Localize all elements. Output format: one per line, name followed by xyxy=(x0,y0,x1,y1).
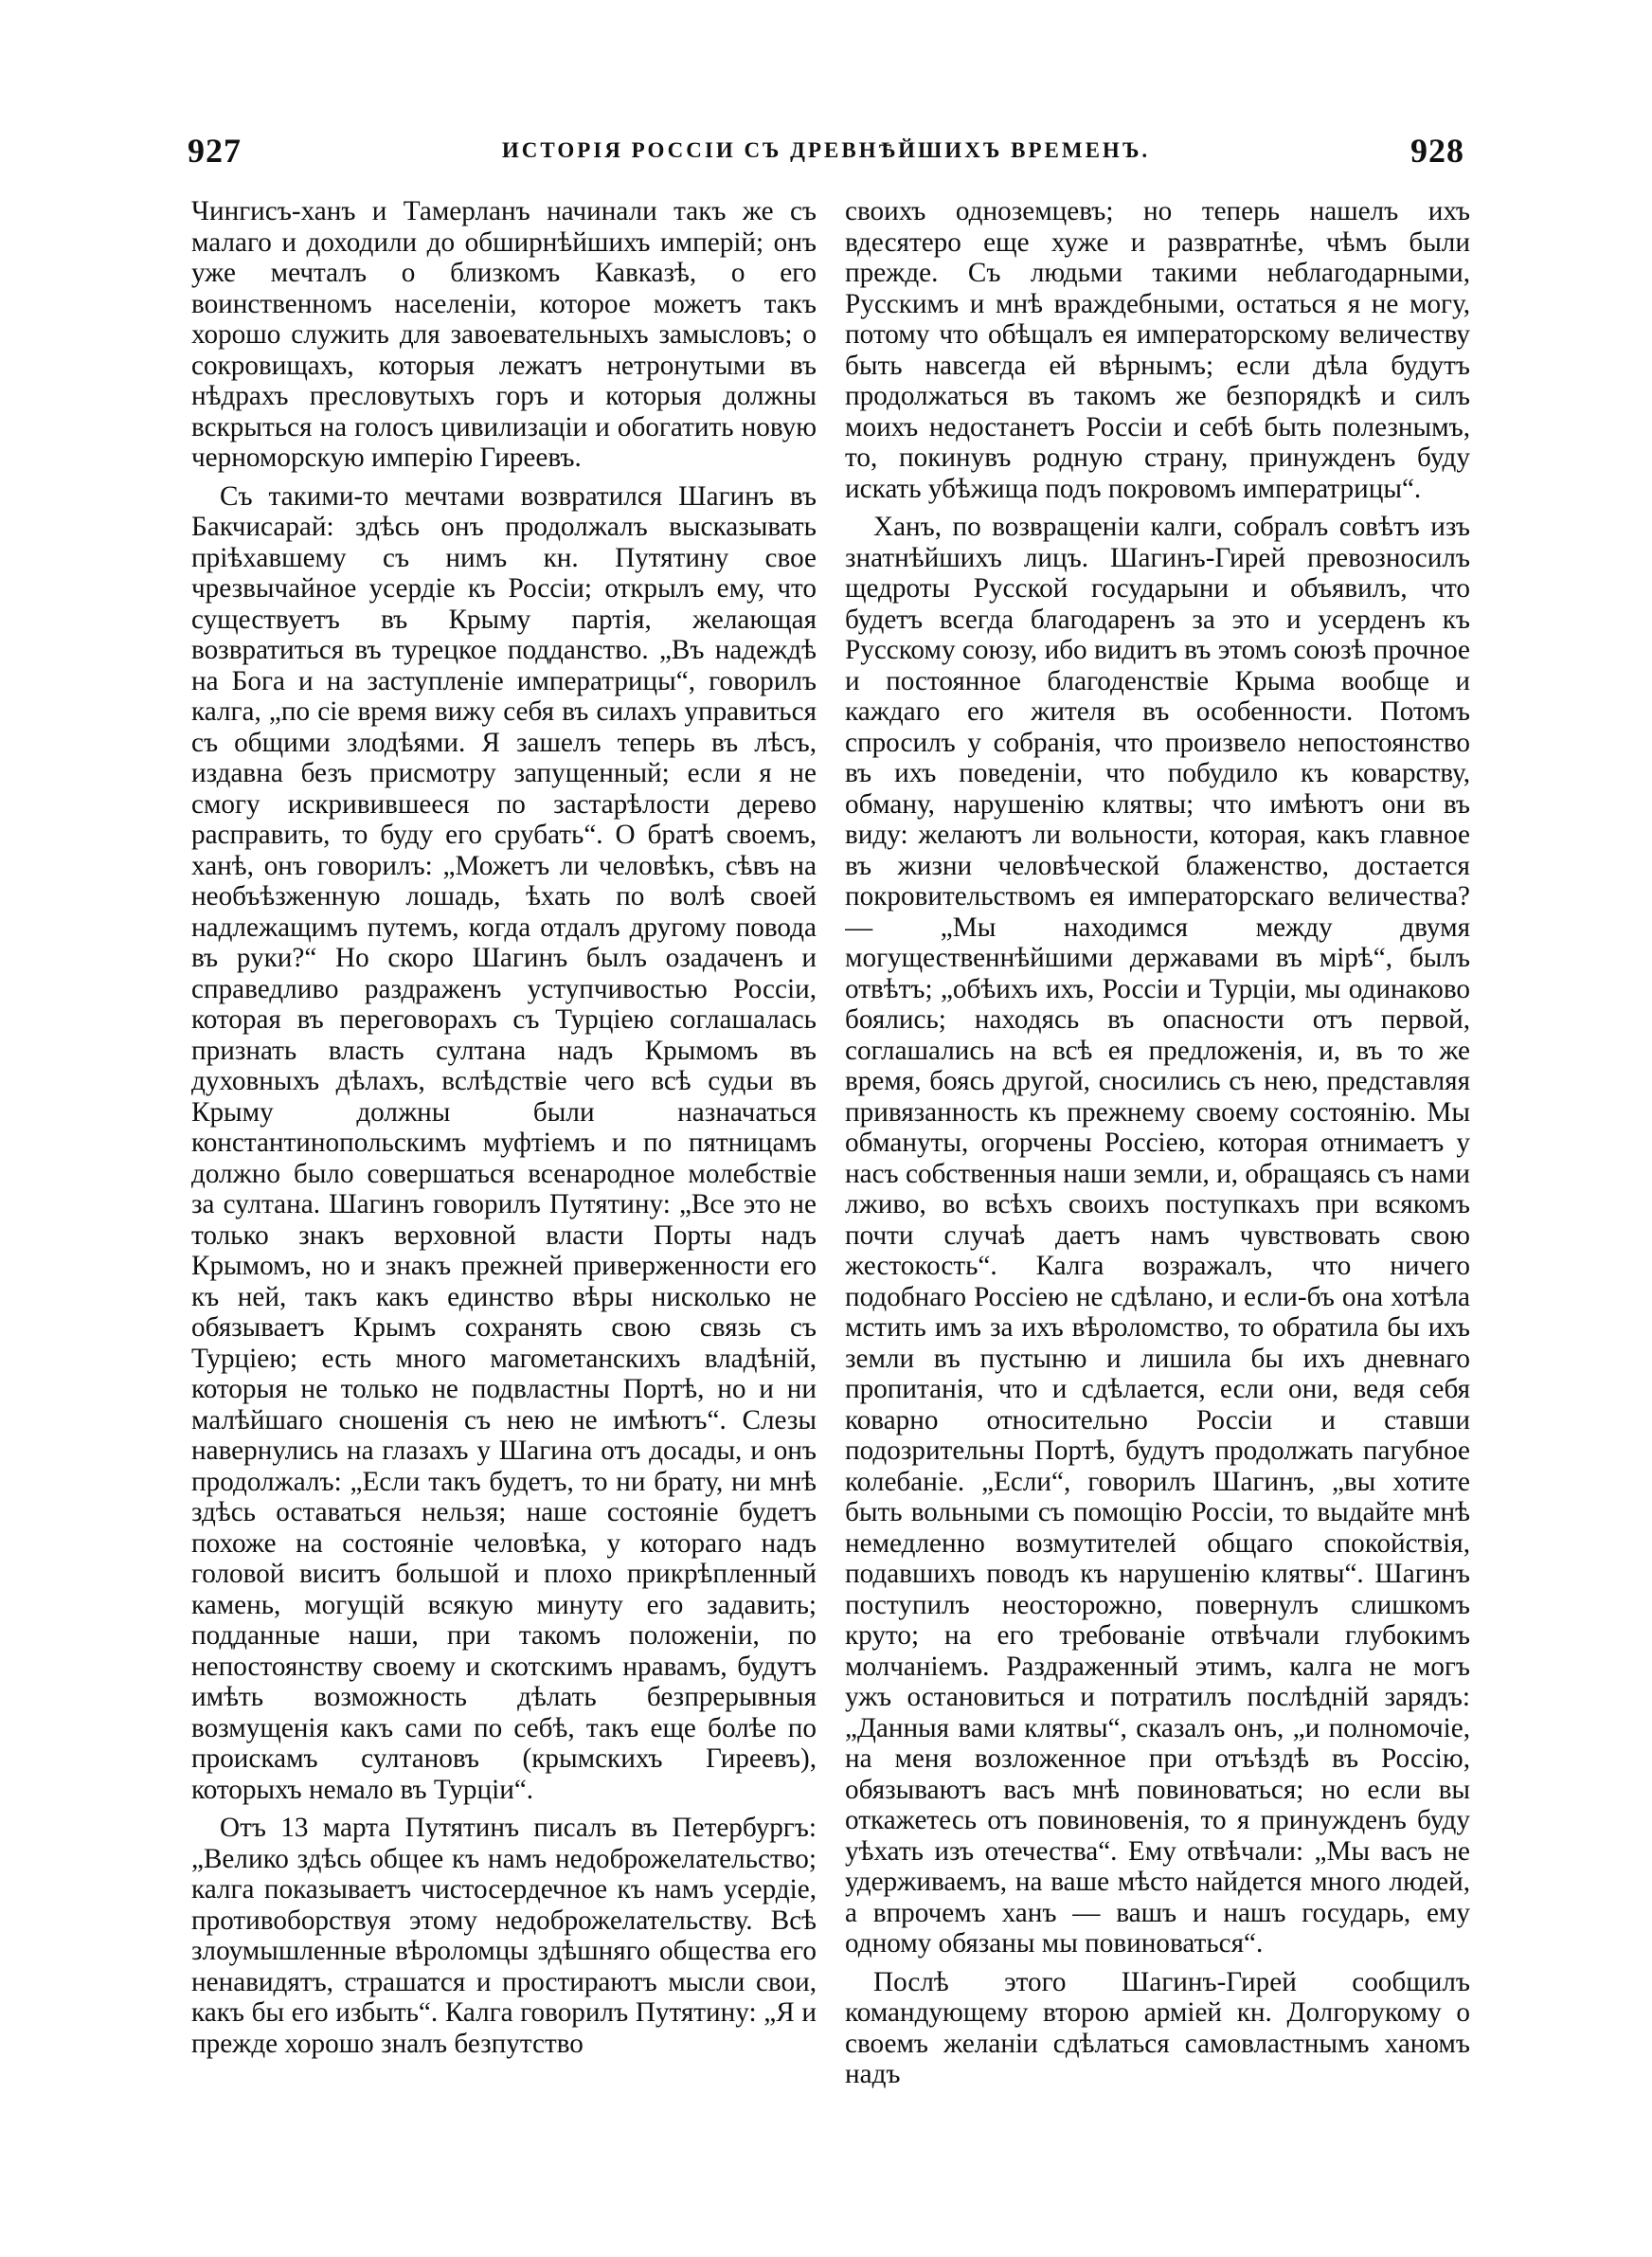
right-paragraph-2: Ханъ, по возвращеніи калги, собралъ совѣтъ изъ знатнѣйшихъ лицъ. Шагинъ-Гирей превозносилъ щедроты Русской государыни и объявилъ, что будетъ всегда благодаренъ за это и усерденъ къ Русскому союзу, ибо видитъ въ этомъ союзѣ прочное и постоянное благоденствіе Крыма вообще и каждаго его жителя въ особенности. Потомъ спросилъ у собранія, что произвело непостоянство въ ихъ поведеніи, что побудило къ коварству, обману, нарушенію клятвы; что имѣютъ они въ виду: желаютъ ли вольности, которая, какъ главное въ жизни человѣческой блаженство, достается покровительствомъ ея императорскаго величества? — „Мы находимся между двумя могущественнѣйшими державами въ мірѣ“, былъ отвѣтъ; „обѣихъ ихъ, Россіи и Турціи, мы одинаково боялись; находясь въ опасности отъ первой, соглашались на всѣ ея предложенія, и, въ то же время, боясь другой, сносились съ нею, представляя привязанность къ прежнему своему состоянію. Мы обмануты, огорчены Россіею, которая отнимаетъ у насъ собственныя наши земли, и, обращаясь съ нами лживо, во всѣхъ своихъ поступкахъ при всякомъ почти случаѣ даетъ намъ чувствовать свою жестокость“. Калга возражалъ, что ничего подобнаго Россіею не сдѣлано, и если-бъ она хотѣла мстить имъ за ихъ вѣроломство, то обратила бы ихъ земли въ пустыню и лишила бы ихъ дневнаго пропитанія, что и сдѣлается, если они, ведя себя коварно относительно Россіи и ставши подозрительны Портѣ, будутъ продолжать пагубное колебаніе. „Если“, говорилъ Шагинъ, „вы хотите быть вольными съ помощію Россіи, то выдайте мнѣ немедленно возмутителей общаго спокойствія, подавшихъ поводъ къ нарушенію клятвы“. Шагинъ поступилъ неосторожно, повернулъ слишкомъ круто; на его требованіе отвѣчали глубокимъ молчаніемъ. Раздраженный этимъ, калга не могъ ужъ остановиться и потратилъ послѣдній зарядъ: „Данныя вами клятвы“, сказалъ онъ, „и полномочіе, на меня возложенное при отъѣздѣ въ Россію, обязываютъ васъ мнѣ повиноваться; но если вы откажетесь отъ повиновенія, то я принужденъ буду уѣхать изъ отечества“. Ему отвѣчали: „Мы васъ не удерживаемъ, на ваше мѣсто найдется много людей, а впрочемъ ханъ — вашъ и нашъ государь, ему одному обязаны мы повиноваться“. xyxy=(845,512,1470,1959)
running-title: ИСТОРІЯ РОССІИ СЪ ДРЕВНѢЙШИХЪ ВРЕМЕНЪ. xyxy=(501,138,1151,162)
left-text-column xyxy=(191,196,817,2195)
left-paragraph-1: Чингисъ-ханъ и Тамерланъ начинали такъ же съ малаго и доходили до обширнѣйшихъ имперій; онъ уже мечталъ о близкомъ Кавказѣ, о его воинственномъ населеніи, которое можетъ такъ хорошо служить для завоевательныхъ замысловъ; о сокровищахъ, которыя лежатъ нетронутыми въ нѣдрахъ пресловутыхъ горъ и которыя должны вскрыться на голосъ цивилизаціи и обогатить новую черноморскую имперію Гиреевъ. xyxy=(191,196,817,473)
right-paragraph-3: Послѣ этого Шагинъ-Гирей сообщилъ командующему второю арміей кн. Долгорукому о своемъ желаніи сдѣлаться самовластнымъ ханомъ надъ xyxy=(845,1966,1470,2089)
page-header xyxy=(188,131,1464,188)
right-text-column xyxy=(845,196,1470,2195)
page-number-left: 927 xyxy=(188,132,242,170)
page-number-right: 928 xyxy=(1410,132,1464,170)
right-paragraph-1: своихъ одноземцевъ; но теперь нашелъ ихъ вдесятеро еще хуже и развратнѣе, чѣмъ были прежде. Съ людьми такими неблагодарными, Русскимъ и мнѣ враждебными, остаться я не могу, потому что обѣщалъ ея императорскому величеству быть навсегда ей вѣрнымъ; если дѣла будутъ продолжаться въ такомъ же безпорядкѣ и силъ моихъ недостанетъ Россіи и себѣ быть полезнымъ, то, покинувъ родную страну, принужденъ буду искать убѣжища подъ покровомъ императрицы“. xyxy=(845,196,1470,504)
left-paragraph-2: Съ такими-то мечтами возвратился Шагинъ въ Бакчисарай: здѣсь онъ продолжалъ высказывать пріѣхавшему съ нимъ кн. Путятину свое чрезвычайное усердіе къ Россіи; открылъ ему, что существуетъ въ Крыму партія, желающая возвратиться въ турецкое подданство. „Въ надеждѣ на Бога и на заступленіе императрицы“, говорилъ калга, „по сіе время вижу себя въ силахъ управиться съ общими злодѣями. Я зашелъ теперь въ лѣсъ, издавна безъ присмотру запущенный; если я не смогу искривившееся по застарѣлости дерево расправить, то буду его срубать“. О братѣ своемъ, ханѣ, онъ говорилъ: „Можетъ ли человѣкъ, сѣвъ на необъѣзженную лошадь, ѣхать по волѣ своей надлежащимъ путемъ, когда отдалъ другому повода въ руки?“ Но скоро Шагинъ былъ озадаченъ и справедливо раздраженъ уступчивостью Россіи, которая въ переговорахъ съ Турціею соглашалась признать власть султана надъ Крымомъ въ духовныхъ дѣлахъ, вслѣдствіе чего всѣ судьи въ Крыму должны были назначаться константинопольскимъ муфтіемъ и по пятницамъ должно было совершаться всенародное молебствіе за султана. Шагинъ говорилъ Путятину: „Все это не только знакъ верховной власти Порты надъ Крымомъ, но и знакъ прежней приверженности его къ ней, такъ какъ единство вѣры нисколько не обязываетъ Крымъ сохранять свою связь съ Турціею; есть много магометанскихъ владѣній, которыя не только не подвластны Портѣ, но и ни малѣйшаго сношенія съ нею не имѣютъ“. Слезы навернулись на глазахъ у Шагина отъ досады, и онъ продолжалъ: „Если такъ будетъ, то ни брату, ни мнѣ здѣсь оставаться нельзя; наше состояніе будетъ похоже на состояніе человѣка, у котораго надъ головой виситъ большой и плохо прикрѣпленный камень, могущій всякую минуту его задавить; подданные наши, при такомъ положеніи, по непостоянству своему и скотскимъ нравамъ, будутъ имѣть возможность дѣлать безпрерывныя возмущенія какъ сами по себѣ, такъ еще болѣе по проискамъ султановъ (крымскихъ Гиреевъ), которыхъ немало въ Турціи“. xyxy=(191,480,817,1805)
left-paragraph-3: Отъ 13 марта Путятинъ писалъ въ Петербургъ: „Велико здѣсь общее къ намъ недоброжелательство; калга показываетъ чистосердечное къ намъ усердіе, противоборствуя этому недоброжелательству. Всѣ злоумышленные вѣроломцы здѣшняго общества его ненавидятъ, страшатся и простираютъ мысли свои, какъ бы его избыть“. Калга говорилъ Путятину: „Я и прежде хорошо зналъ безпутство xyxy=(191,1813,817,2059)
